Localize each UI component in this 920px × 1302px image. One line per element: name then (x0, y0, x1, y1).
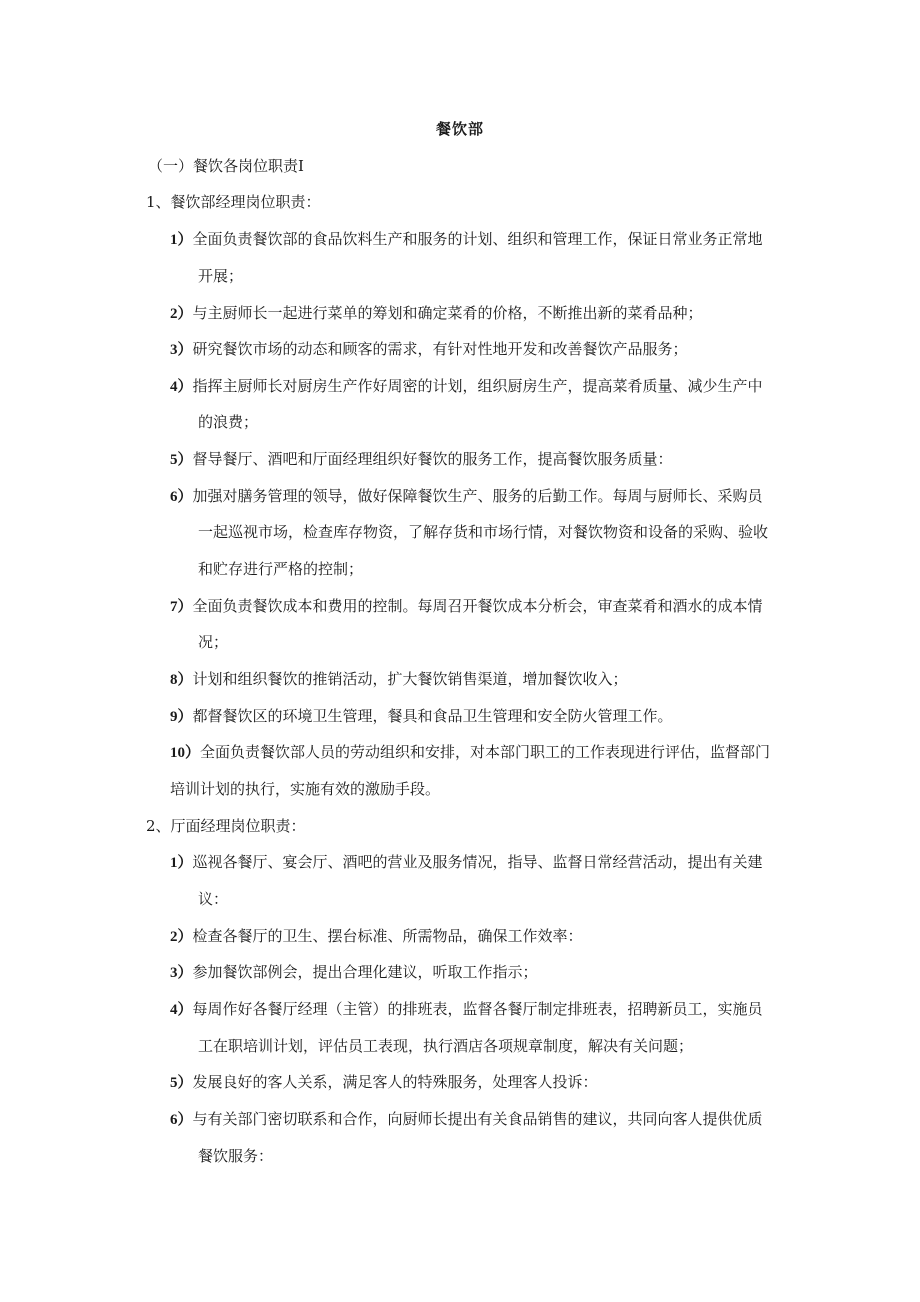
item-number: 1） (170, 232, 193, 248)
item-text: 全面负责餐饮部人员的劳动组织和安排，对本部门职工的工作表现进行评估，监督部门 (200, 743, 771, 761)
list-item (170, 852, 763, 873)
list-item (170, 926, 583, 947)
item-number: 7） (170, 599, 193, 615)
item-text: 全面负责餐饮成本和费用的控制。每周召开餐饮成本分析会，审查菜肴和酒水的成本情 (192, 597, 763, 615)
list-item (170, 1072, 598, 1093)
item-continuation: 和贮存进行严格的控制； (198, 560, 364, 578)
item-number: 5） (170, 1075, 193, 1091)
item-number: 4） (170, 1002, 193, 1018)
item-text: 研究餐饮市场的动态和顾客的需求，有针对性地开发和改善餐饮产品服务； (192, 340, 688, 358)
part2-heading: 2、厅面经理岗位职责： (146, 817, 306, 835)
item-continuation: 况； (198, 633, 229, 651)
list-item (170, 229, 763, 250)
item-continuation: 餐饮服务： (198, 1147, 274, 1165)
item-number: 5） (170, 452, 193, 468)
item-number: 6） (170, 489, 193, 505)
list-item (170, 339, 688, 360)
list-item (170, 303, 703, 324)
item-continuation: 的浪费； (198, 413, 259, 431)
list-item (170, 742, 770, 763)
item-number: 1） (170, 855, 193, 871)
item-number: 10） (170, 745, 201, 761)
section-heading: （一）餐饮各岗位职责I (148, 157, 304, 175)
item-text: 发展良好的客人关系，满足客人的特殊服务，处理客人投诉： (192, 1073, 598, 1091)
item-text: 都督餐饮区的环境卫生管理，餐具和食品卫生管理和安全防火管理工作。 (192, 707, 673, 725)
item-number: 8） (170, 672, 193, 688)
item-number: 2） (170, 306, 193, 322)
item-number: 3） (170, 965, 193, 981)
item-text: 巡视各餐厅、宴会厅、酒吧的营业及服务情况，指导、监督日常经营活动，提出有关建 (192, 853, 763, 871)
list-item (170, 962, 538, 983)
item-continuation: 培训计划的执行，实施有效的激励手段。 (170, 780, 441, 798)
list-item (170, 1109, 763, 1130)
list-item (170, 376, 763, 397)
item-number: 9） (170, 709, 193, 725)
list-item (170, 596, 763, 617)
part1-heading: 1、餐饮部经理岗位职责： (146, 193, 321, 211)
item-number: 6） (170, 1112, 193, 1128)
list-item (170, 449, 673, 470)
item-text: 加强对膳务管理的领导，做好保障餐饮生产、服务的后勤工作。每周与厨师长、采购员 (192, 487, 763, 505)
item-text: 每周作好各餐厅经理（主管）的排班表，监督各餐厅制定排班表，招聘新员工，实施员 (192, 1000, 763, 1018)
item-text: 指挥主厨师长对厨房生产作好周密的计划，组织厨房生产，提高菜肴质量、减少生产中 (192, 377, 763, 395)
item-text: 督导餐厅、酒吧和厅面经理组织好餐饮的服务工作，提高餐饮服务质量： (192, 450, 673, 468)
list-item (170, 669, 628, 690)
list-item (170, 999, 763, 1020)
item-text: 计划和组织餐饮的推销活动，扩大餐饮销售渠道，增加餐饮收入； (192, 670, 628, 688)
item-continuation: 议： (198, 890, 229, 908)
item-number: 3） (170, 342, 193, 358)
list-item (170, 486, 763, 507)
item-number: 2） (170, 929, 193, 945)
list-item (170, 706, 673, 727)
item-text: 与有关部门密切联系和合作，向厨师长提出有关食品销售的建议，共同向客人提供优质 (192, 1110, 763, 1128)
item-continuation: 工在职培训计划，评估员工表现，执行酒店各项规章制度，解决有关问题； (198, 1037, 694, 1055)
item-continuation: 一起巡视市场，检查库存物资，了解存货和市场行情，对餐饮物资和设备的采购、验收 (198, 523, 769, 541)
page-title: 餐饮部 (435, 120, 484, 138)
item-text: 检查各餐厅的卫生、摆台标准、所需物品，确保工作效率： (192, 927, 583, 945)
item-continuation: 开展； (198, 267, 244, 285)
item-text: 全面负责餐饮部的食品饮料生产和服务的计划、组织和管理工作，保证日常业务正常地 (192, 230, 763, 248)
item-number: 4） (170, 379, 193, 395)
item-text: 参加餐饮部例会，提出合理化建议，听取工作指示； (192, 963, 538, 981)
item-text: 与主厨师长一起进行菜单的筹划和确定菜肴的价格，不断推出新的菜肴品种； (192, 304, 703, 322)
